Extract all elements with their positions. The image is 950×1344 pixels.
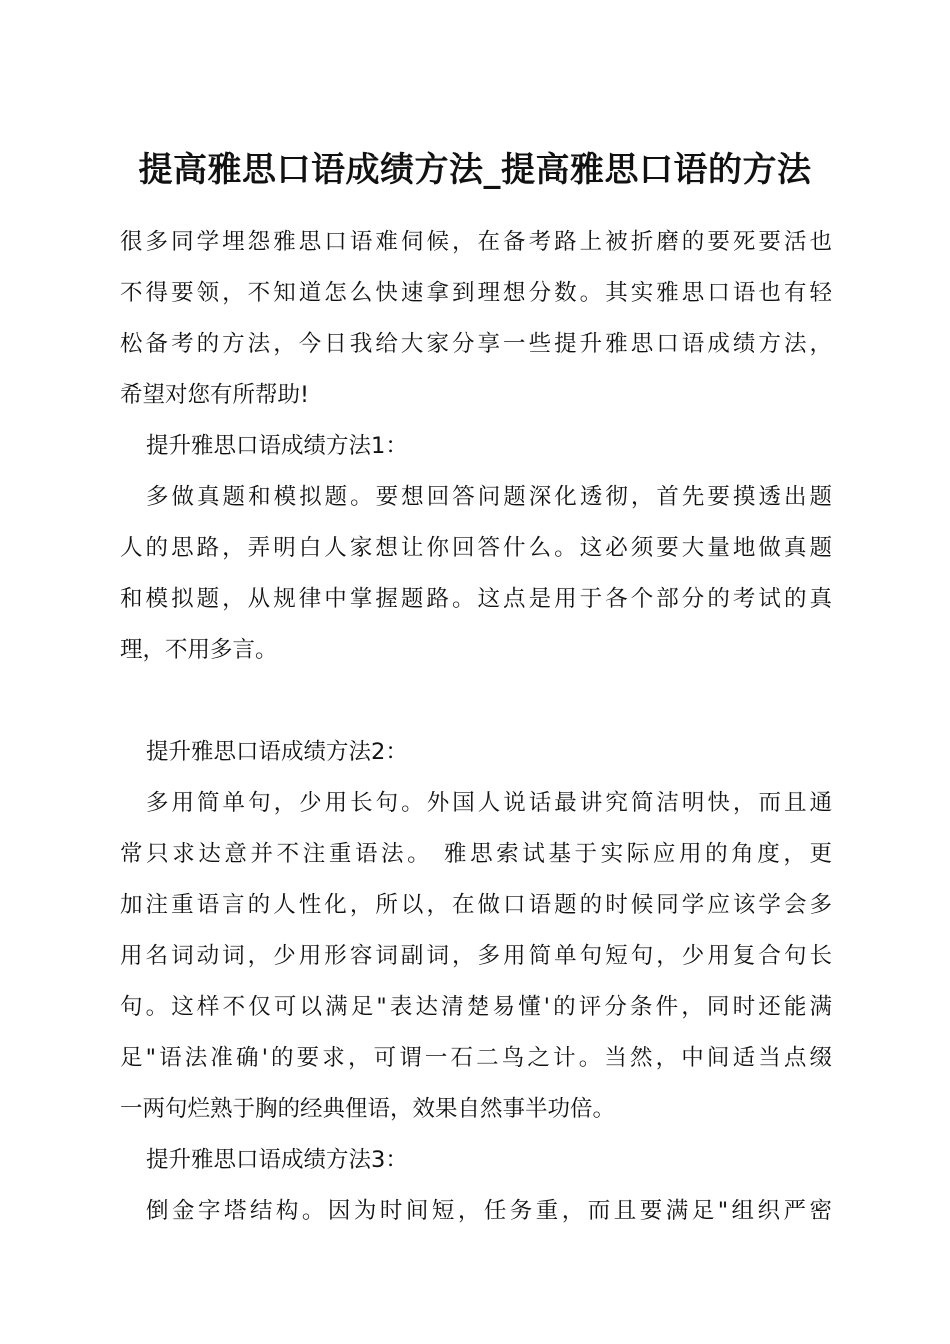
text-line: 用名词动词，少用形容词副词，多用简单句短句，少用复合句长 xyxy=(120,943,832,969)
intro-paragraph xyxy=(120,217,832,421)
document-title: 提高雅思口语成绩方法_提高雅思口语的方法 xyxy=(138,150,812,190)
text-line: 和模拟题，从规律中掌握题路。这点是用于各个部分的考试的真 xyxy=(120,586,832,612)
method-2-heading: 提升雅思口语成绩方法2： xyxy=(146,739,408,765)
method-1-section xyxy=(120,421,832,676)
text-line: 足"语法准确'的要求，可谓一石二鸟之计。当然，中间适当点缀 xyxy=(120,1045,832,1071)
document-body xyxy=(120,217,832,1237)
text-line: 理，不用多言。 xyxy=(120,637,278,663)
text-line: 句。这样不仅可以满足"表达清楚易懂'的评分条件，同时还能满 xyxy=(120,994,832,1020)
text-line: 希望对您有所帮助! xyxy=(120,382,310,408)
text-line: 人的思路，弄明白人家想让你回答什么。这必须要大量地做真题 xyxy=(120,535,832,561)
text-line: 一两句烂熟于胸的经典俚语，效果自然事半功倍。 xyxy=(120,1096,616,1122)
text-line: 松备考的方法，今日我给大家分享一些提升雅思口语成绩方法， xyxy=(120,331,832,357)
method-2-section xyxy=(120,727,832,1135)
text-line: 常只求达意并不注重语法。 雅思索试基于实际应用的角度，更 xyxy=(120,841,832,867)
text-line: 很多同学埋怨雅思口语难伺候，在备考路上被折磨的要死要活也 xyxy=(120,229,832,255)
method-3-heading: 提升雅思口语成绩方法3： xyxy=(146,1147,408,1173)
text-line: 多做真题和模拟题。要想回答问题深化透彻，首先要摸透出题 xyxy=(146,484,832,510)
text-line: 加注重语言的人性化，所以，在做口语题的时候同学应该学会多 xyxy=(120,892,832,918)
text-line: 不得要领，不知道怎么快速拿到理想分数。其实雅思口语也有轻 xyxy=(120,280,832,306)
method-1-heading: 提升雅思口语成绩方法1： xyxy=(146,433,408,459)
method-3-section xyxy=(120,1135,832,1237)
text-line: 倒金字塔结构。因为时间短，任务重，而且要满足"组织严密 xyxy=(146,1198,832,1224)
text-line: 多用简单句，少用长句。外国人说话最讲究简洁明快，而且通 xyxy=(146,790,832,816)
paragraph-gap xyxy=(120,676,832,727)
